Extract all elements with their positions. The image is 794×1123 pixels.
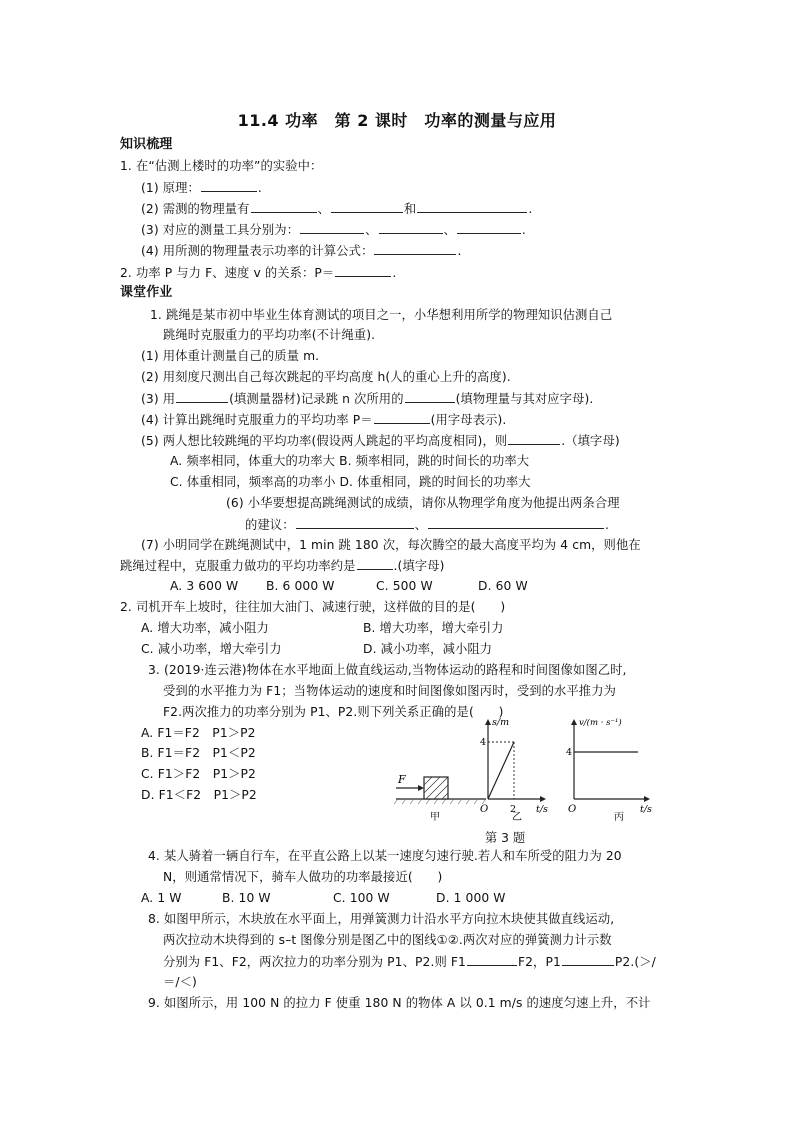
- h1-stem-2: 跳绳时克服重力的平均功率(不计绳重).: [163, 328, 376, 342]
- k1-item-4: (4) 用所测的物理量表示功率的计算公式： .: [141, 244, 462, 258]
- h4-opt-a: A. 1 W: [141, 891, 182, 905]
- yi-xlabel: t/s: [536, 804, 548, 815]
- h1-item-7-line-2: 跳绳过程中，克服重力做功的平均功率约是 .(填字母): [120, 559, 445, 573]
- k1-item-1: (1) 原理： .: [141, 181, 262, 195]
- h2-opt-c: C. 减小功率，增大牵引力: [141, 642, 282, 656]
- h1-item-7-opt-a: A. 3 600 W: [170, 579, 239, 593]
- h2-opt-b: B. 增大功率，增大牵引力: [363, 621, 504, 635]
- bing-ylabel: v/(m · s⁻¹): [579, 718, 622, 728]
- blank-principle: [201, 179, 257, 192]
- h1-item-4: (4) 计算出跳绳时克服重力的平均功率 P＝ (用字母表示).: [141, 413, 507, 427]
- h8-stem-3: 分别为 F1、F2，两次拉力的功率分别为 P1、P2.则 F1 F2，P1 P2.(＞/: [163, 955, 656, 969]
- k2: 2. 功率 P 与力 F、速度 v 的关系：P＝ .: [120, 266, 397, 280]
- page-title: 11.4 功率 第 2 课时 功率的测量与应用: [237, 111, 557, 130]
- h1-item-2: (2) 用刻度尺测出自己每次跳起的平均高度 h(人的重心上升的高度).: [141, 370, 511, 384]
- h1-item-7-line-1: (7) 小明同学在跳绳测试中，1 min 跳 180 次，每次腾空的最大高度平均为 4 cm，则他在: [141, 538, 641, 552]
- h1-stem-1: 1. 跳绳是某市初中毕业生体育测试的项目之一，小华想利用所学的物理知识估测自己: [150, 308, 613, 322]
- h1-item-5-opt-ab: A. 频率相同，体重大的功率大 B. 频率相同，跳的时间长的功率大: [170, 454, 530, 468]
- fig-jia: [394, 773, 489, 823]
- h3-opt-a: A. F1＝F2 P1＞P2: [141, 726, 256, 740]
- bing-origin: O: [568, 804, 577, 815]
- h2-opt-a: A. 增大功率，减小阻力: [141, 621, 269, 635]
- figure-q3: [388, 712, 678, 840]
- h8-stem-4: ＝/＜): [163, 975, 197, 989]
- h3-opt-d: D. F1＜F2 P1＞P2: [141, 788, 257, 802]
- h3-stem-1: 3. (2019·连云港)物体在水平地面上做直线运动,当物体运动的路程和时间图像如图乙时,: [148, 663, 627, 677]
- label-yi: 乙: [512, 812, 522, 823]
- force-label: F: [398, 773, 406, 786]
- k1-stem: 1. 在“估测上楼时的功率”的实验中：: [120, 159, 323, 173]
- yi-ytick: 4: [480, 737, 487, 748]
- h4-opt-b: B. 10 W: [222, 891, 271, 905]
- h4-stem-1: 4. 某人骑着一辆自行车，在平直公路上以某一速度匀速行驶.若人和车所受的阻力为 20: [148, 849, 622, 863]
- h1-item-5: (5) 两人想比较跳绳的平均功率(假设两人跳起的平均高度相同)，则 .（填字母): [141, 434, 620, 448]
- section-homework: 课堂作业: [120, 285, 173, 300]
- h1-item-7-opt-b: B. 6 000 W: [266, 579, 335, 593]
- yi-xtick: 2: [510, 804, 517, 815]
- k1-item-2: (2) 需测的物理量有 、 和 .: [141, 202, 533, 216]
- bing-xlabel: t/s: [640, 804, 652, 815]
- h4-stem-2: N，则通常情况下，骑车人做功的功率最接近( ): [163, 870, 443, 884]
- h1-item-3: (3) 用 (填测量器材)记录跳 n 次所用的 (填物理量与其对应字母).: [141, 392, 594, 406]
- h3-stem-3: F2.两次推力的功率分别为 P1、P2.则下列关系正确的是( ): [163, 705, 504, 719]
- bing-ytick: 4: [566, 747, 573, 758]
- h1-item-1: (1) 用体重计测量自己的质量 m.: [141, 349, 320, 363]
- h3-opt-c: C. F1＞F2 P1＞P2: [141, 767, 256, 781]
- label-bing: 丙: [614, 812, 624, 823]
- k1-item-3: (3) 对应的测量工具分别为： 、 、 .: [141, 223, 526, 237]
- h1-item-6-line-2: 的建议： 、 .: [245, 518, 610, 532]
- fig-bing: [566, 717, 652, 823]
- figure-q3-svg: [388, 712, 678, 840]
- figure-caption: 第 3 题: [484, 831, 526, 845]
- h8-stem-1: 8. 如图甲所示，木块放在水平面上，用弹簧测力计沿水平方向拉木块使其做直线运动,: [148, 912, 615, 926]
- h2-stem: 2. 司机开车上坡时，往往加大油门、减速行驶，这样做的目的是( ): [120, 600, 506, 614]
- h4-opt-d: D. 1 000 W: [436, 891, 506, 905]
- h9-stem-1: 9. 如图所示，用 100 N 的拉力 F 使重 180 N 的物体 A 以 0.1 m/s 的速度匀速上升，不计: [148, 996, 651, 1010]
- h4-opt-c: C. 100 W: [333, 891, 390, 905]
- section-knowledge: 知识梳理: [120, 137, 173, 152]
- label-jia: 甲: [430, 812, 440, 823]
- h8-stem-2: 两次拉动木块得到的 s–t 图像分别是图乙中的图线①②.两次对应的弹簧测力计示数: [163, 933, 612, 947]
- fig-yi: [480, 717, 548, 823]
- h3-stem-2: 受到的水平推力为 F1；当物体运动的速度和时间图像如图丙时，受到的水平推力为: [163, 684, 616, 698]
- h1-item-7-opt-d: D. 60 W: [478, 579, 528, 593]
- yi-series-line: [488, 742, 514, 799]
- h3-opt-b: B. F1＝F2 P1＜P2: [141, 746, 256, 760]
- yi-origin: O: [480, 804, 489, 815]
- h1-item-6-line-1: (6) 小华要想提高跳绳测试的成绩，请你从物理学角度为他提出两条合理: [226, 496, 620, 510]
- yi-ylabel: s/m: [492, 717, 510, 728]
- h1-item-5-opt-cd: C. 体重相同，频率高的功率小 D. 体重相同，跳的时间长的功率大: [170, 475, 531, 489]
- h1-item-7-opt-c: C. 500 W: [376, 579, 433, 593]
- h2-opt-d: D. 减小功率，减小阻力: [363, 642, 493, 656]
